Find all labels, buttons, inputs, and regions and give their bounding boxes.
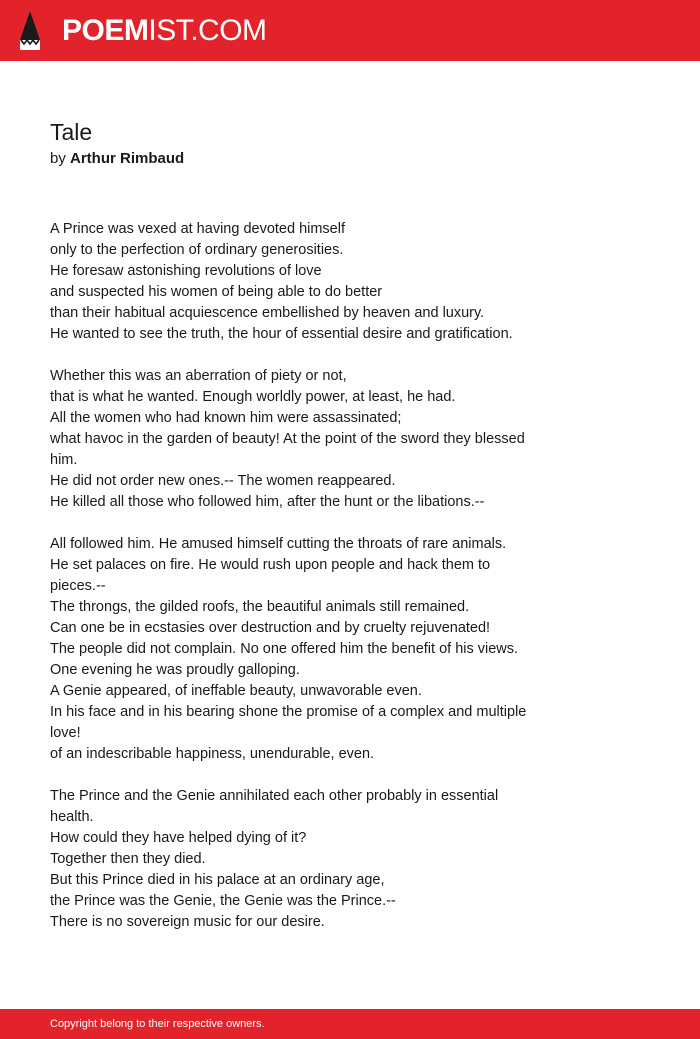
poem-line: love! <box>50 725 81 741</box>
poem-line: of an indescribable happiness, unendurable, even. <box>50 746 375 762</box>
poem-line: How could they have helped dying of it? <box>50 830 307 846</box>
byline <box>50 149 184 169</box>
poem-body <box>50 219 580 933</box>
poem-line: Whether this was an aberration of piety or not, <box>50 368 347 384</box>
copyright-text: Copyright belong to their respective owners. <box>50 1018 265 1030</box>
poem-line: health. <box>50 809 94 825</box>
poem-line: He set palaces on fire. He would rush upon people and hack them to <box>50 557 491 573</box>
poem-line: the Prince was the Genie, the Genie was the Prince.-- <box>50 893 396 909</box>
poem-line: and suspected his women of being able to do better <box>50 284 383 300</box>
poem-line: Can one be in ecstasies over destruction and by cruelty rejuvenated! <box>50 620 491 636</box>
poem-line: that is what he wanted. Enough worldly power, at least, he had. <box>50 389 456 405</box>
poem-line: He did not order new ones.-- The women reappeared. <box>50 473 396 489</box>
poem-line: only to the perfection of ordinary generosities. <box>50 242 344 258</box>
poem-line: A Genie appeared, of ineffable beauty, unwavorable even. <box>50 683 422 699</box>
poem-line: There is no sovereign music for our desire. <box>50 914 325 930</box>
footer-bar <box>0 1009 700 1039</box>
poem-line: In his face and in his bearing shone the promise of a complex and multiple <box>50 704 527 720</box>
header-bar <box>0 0 700 61</box>
poem-line: him. <box>50 452 78 468</box>
logo-bold-text: POEM <box>62 14 149 47</box>
poem-line: All the women who had known him were assassinated; <box>50 410 402 426</box>
poem-line: what havoc in the garden of beauty! At the point of the sword they blessed <box>50 431 525 447</box>
pen-nib-icon <box>18 10 42 52</box>
stanza-break <box>50 765 580 786</box>
byline-prefix: by <box>50 150 66 167</box>
poem-line: He foresaw astonishing revolutions of love <box>50 263 322 279</box>
poem-line: Together then they died. <box>50 851 206 867</box>
logo-light-text: IST.COM <box>148 14 267 47</box>
poem-line: A Prince was vexed at having devoted himself <box>50 221 345 237</box>
stanza-break <box>50 345 580 366</box>
poem-line: The Prince and the Genie annihilated each other probably in essential <box>50 788 499 804</box>
poem-line: All followed him. He amused himself cutting the throats of rare animals. <box>50 536 507 552</box>
poem-line: The throngs, the gilded roofs, the beautiful animals still remained. <box>50 599 470 615</box>
stanza-break <box>50 513 580 534</box>
site-logo[interactable] <box>62 13 267 49</box>
poem-line: than their habitual acquiescence embellished by heaven and luxury. <box>50 305 485 321</box>
poem-line: The people did not complain. No one offered him the benefit of his views. <box>50 641 519 657</box>
poem-line: pieces.-- <box>50 578 106 594</box>
poem-line: He killed all those who followed him, after the hunt or the libations.-- <box>50 494 485 510</box>
poem-line: But this Prince died in his palace at an ordinary age, <box>50 872 385 888</box>
poem-author: Arthur Rimbaud <box>70 150 185 167</box>
poem-line: He wanted to see the truth, the hour of essential desire and gratification. <box>50 326 513 342</box>
poem-title: Tale <box>50 119 93 145</box>
poem-line: One evening he was proudly galloping. <box>50 662 300 678</box>
